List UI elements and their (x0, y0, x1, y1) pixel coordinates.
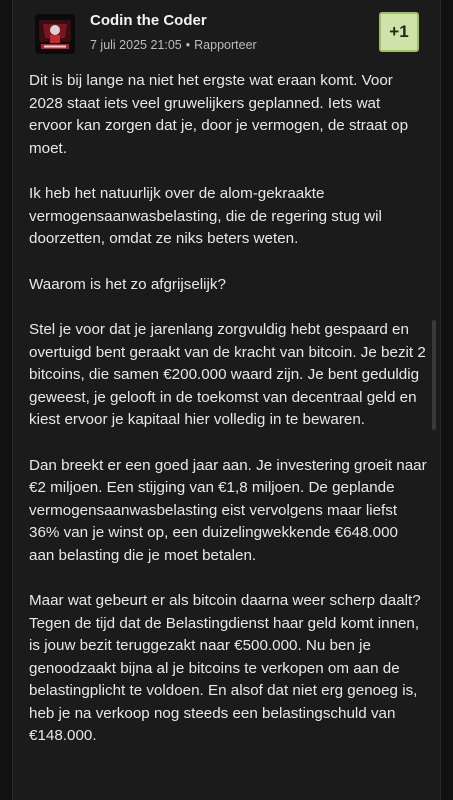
avatar[interactable] (35, 14, 75, 54)
post-paragraph: Dit is bij lange na niet het ergste wat eraan komt. Voor 2028 staat iets veel gruwelijkers geplanned. Iets wat ervoor kan zorgen dat je, door je vermogen, de straat op moet. (29, 72, 409, 157)
post-body (29, 70, 427, 771)
meta-separator: • (185, 38, 191, 52)
post-paragraph: Ik heb het natuurlijk over de alom-gekraakte vermogensaanwasbelasting, die de regering stug wil doorzetten, omdat ze niks beters weten. (29, 185, 382, 247)
author-name[interactable]: Codin the Coder (90, 12, 207, 29)
post-header (27, 10, 427, 60)
avatar-image (35, 14, 75, 54)
post-paragraph: Maar wat gebeurt er als bitcoin daarna weer scherp daalt? Tegen de tijd dat de Belastingdienst haar geld komt innen, is jouw bezit teruggezakt naar €500.000. Nu ben je genoodzaakt bijna al je bitcoins te verkopen om aan de belastingplicht te voldoen. En alsof dat niet erg genoeg is, heb je na verkoop nog steeds een belastingschuld van €148.000. (29, 592, 421, 744)
post-card (12, 0, 441, 800)
post-paragraph: Stel je voor dat je jarenlang zorgvuldig hebt gespaard en overtuigd bent geraakt van de kracht van bitcoin. Je bezit 2 bitcoins, die samen €200.000 waard zijn. Je bent geduldig geweest, je gelooft in de toekomst van decentraal geld en kiest ervoor je kapitaal hier volledig in te bewaren. (29, 321, 426, 428)
vote-button[interactable]: +1 (379, 12, 419, 52)
post-paragraph: Dan breekt er een goed jaar aan. Je investering groeit naar €2 miljoen. Een stijging van €1,8 miljoen. De geplande vermogensaanwasbelasting eist vervolgens maar liefst 36% van je winst op, een duizelingwekkende €648.000 aan belasting die je moet betalen. (29, 456, 427, 564)
post-paragraph: Waarom is het zo afgrijselijk? (29, 275, 226, 293)
scrollbar[interactable] (432, 320, 436, 430)
report-link[interactable]: Rapporteer (194, 38, 257, 52)
post-timestamp: 7 juli 2025 21:05 (90, 38, 182, 52)
post-meta (90, 38, 257, 52)
